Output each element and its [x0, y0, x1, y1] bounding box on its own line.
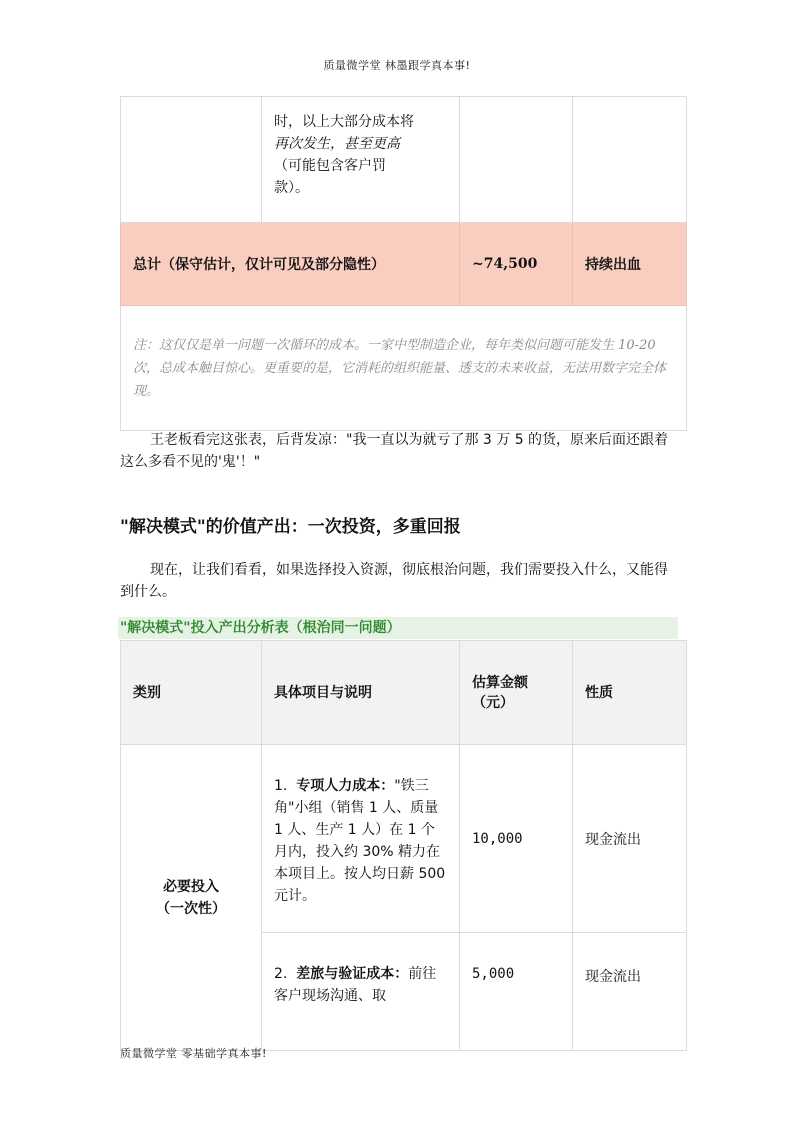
header-cell	[460, 641, 573, 745]
continuation-text: 款）。	[274, 180, 309, 196]
item-cell	[262, 933, 460, 1051]
nature-cell: 现金流出	[573, 745, 687, 933]
continuation-emphasis: 再次发生，甚至更高	[274, 136, 400, 152]
table-cell	[121, 97, 262, 223]
note-text: 注：这仅仅是单一问题一次循环的成本。一家中型制造企业，每年类似问题可能发生 10-20 次，总成本触目惊心。更重要的是，它消耗的组织能量、透支的未来收益，无法用数字完全体现。	[133, 337, 667, 399]
header-nature: 性质	[585, 684, 613, 701]
header-category: 类别	[133, 684, 161, 701]
page-footer: 质量微学堂 零基础学真本事!	[120, 1047, 267, 1060]
investment-table	[120, 640, 687, 1051]
table-cell	[262, 97, 460, 223]
table-cell	[573, 97, 687, 223]
continuation-text: 时，以上大部分成本将	[274, 114, 414, 130]
item-title: 专项人力成本：	[296, 778, 395, 794]
total-label: 总计（保守估计，仅计可见及部分隐性）	[121, 223, 460, 306]
amount-cell: 10,000	[460, 745, 573, 933]
table-row	[121, 745, 687, 933]
header-amount: 估算金额（元）	[472, 674, 528, 711]
header-cell	[262, 641, 460, 745]
paragraph: 王老板看完这张表，后背发凉："我一直以为就亏了那 3 万 5 的货，原来后面还跟着这么多看不见的'鬼'！"	[120, 432, 669, 470]
category-label: 必要投入	[163, 878, 219, 895]
category-cell	[121, 745, 262, 1051]
nature-cell: 现金流出	[573, 933, 687, 1051]
table-caption: "解决模式"投入产出分析表（根治同一问题）	[118, 617, 678, 639]
cost-table-continued	[120, 96, 687, 431]
table-row	[121, 97, 687, 223]
continuation-text: （可能包含客户罚	[274, 158, 386, 174]
header-item: 具体项目与说明	[274, 684, 372, 701]
total-row	[121, 223, 687, 306]
item-number: 1.	[274, 778, 288, 794]
item-description: "铁三角"小组（销售 1 人、质量 1 人、生产 1 人）在 1 个月内，投入约 30% 精力在本项目上。按人均日薪 500 元计。	[274, 778, 446, 904]
item-number: 2.	[274, 966, 288, 982]
amount-cell: 5,000	[460, 933, 573, 1051]
total-nature: 持续出血	[573, 223, 687, 306]
total-value: ~74,500	[460, 223, 573, 306]
category-sublabel: （一次性）	[156, 900, 226, 917]
paragraph: 现在，让我们看看，如果选择投入资源，彻底根治问题，我们需要投入什么，又能得到什么。	[120, 562, 668, 600]
item-description: 前往客户现场沟通、取	[274, 966, 437, 1004]
table-cell	[460, 97, 573, 223]
note-row	[121, 306, 687, 431]
section-heading: "解决模式"的价值产出：一次投资，多重回报	[120, 517, 461, 537]
item-cell	[262, 745, 460, 933]
header-cell	[121, 641, 262, 745]
table-header-row	[121, 641, 687, 745]
table-cell	[121, 306, 687, 431]
item-title: 差旅与验证成本：	[296, 966, 409, 982]
page-header: 质量微学堂 林墨跟学真本事!	[323, 59, 471, 72]
header-cell	[573, 641, 687, 745]
